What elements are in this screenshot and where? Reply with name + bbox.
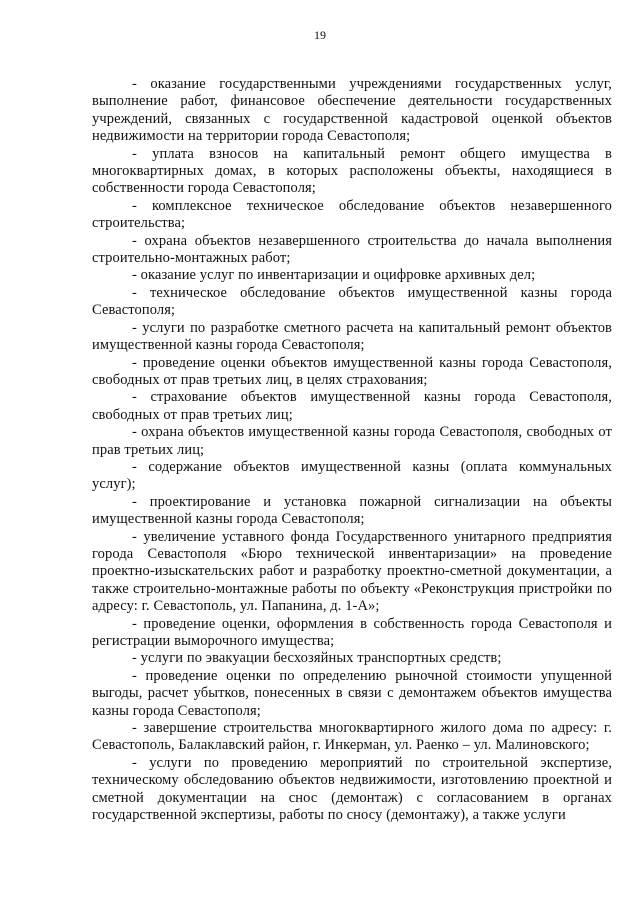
page-number: 19 (314, 28, 326, 42)
list-item: - услуги по проведению мероприятий по строительной экспертизе, техническому обследованию объектов недвижимости, изготовлению проектной и сметной документации на снос (демонтаж) с согласованием в органах государственной экспертизы, работы по сносу (демонтажу), а также услуги (92, 754, 612, 824)
expense-list (92, 76, 612, 824)
list-item: - охрана объектов незавершенного строительства до начала выполнения строительно-монтажных работ; (92, 232, 612, 267)
list-item: - услуги по разработке сметного расчета на капитальный ремонт объектов имущественной казны города Севастополя; (92, 319, 612, 354)
list-item: - увеличение уставного фонда Государственного унитарного предприятия города Севастополя «Бюро технической инвентаризации» на проведение проектно-изыскательских работ и разработку проектно-сметной документации, а также строительно-монтажные работы по объекту «Реконструкция пристройки по адресу: г. Севастополь, ул. Папанина, д. 1-А»; (92, 528, 612, 615)
list-item: - проведение оценки, оформления в собственность города Севастополя и регистрации выморочного имущества; (92, 615, 612, 649)
list-item: - проведение оценки объектов имущественной казны города Севастополя, свободных от прав третьих лиц, в целях страхования; (92, 354, 612, 388)
list-item: - оказание услуг по инвентаризации и оцифровке архивных дел; (132, 267, 536, 284)
list-item: - страхование объектов имущественной казны города Севастополя, свободных от прав третьих лиц; (92, 389, 612, 423)
list-item: - содержание объектов имущественной казны (оплата коммунальных услуг); (92, 458, 612, 493)
list-item: - охрана объектов имущественной казны города Севастополя, свободных от прав третьих лиц; (92, 424, 612, 458)
list-item: - завершение строительства многоквартирного жилого дома по адресу: г. Севастополь, Балаклавский район, г. Инкерман, ул. Раенко – ул. Малиновского; (92, 720, 612, 754)
list-item: - проведение оценки по определению рыночной стоимости упущенной выгоды, расчет убытков, понесенных в связи с демонтажем объектов имущества казны города Севастополя; (92, 667, 612, 719)
list-item: - оказание государственными учреждениями государственных услуг, выполнение работ, финансовое обеспечение деятельности государственных учреждений, связанных с государственной кадастровой оценкой объектов недвижимости на территории города Севастополя; (92, 76, 612, 145)
list-item: - техническое обследование объектов имущественной казны города Севастополя; (92, 284, 612, 319)
list-item: - проектирование и установка пожарной сигнализации на объекты имущественной казны города Севастополя; (92, 493, 612, 528)
list-item: - комплексное техническое обследование объектов незавершенного строительства; (92, 197, 612, 232)
list-item: - услуги по эвакуации бесхозяйных транспортных средств; (132, 650, 502, 667)
list-item: - уплата взносов на капитальный ремонт общего имущества в многоквартирных домах, в которых расположены объекты, находящиеся в собственности города Севастополя; (92, 145, 612, 197)
